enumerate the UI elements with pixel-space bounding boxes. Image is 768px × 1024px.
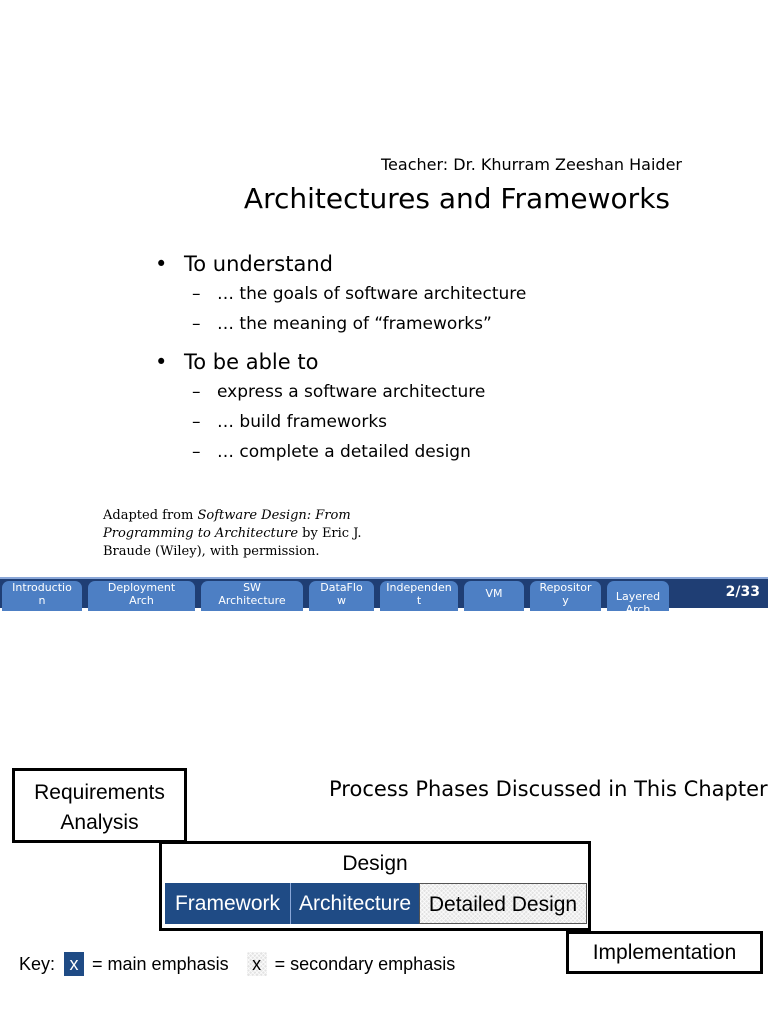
implementation-box: Implementation (566, 931, 763, 974)
bullet-dot: • (155, 252, 168, 276)
design-phases (165, 883, 587, 924)
teacher-line: Teacher: Dr. Khurram Zeeshan Haider (381, 155, 682, 174)
key-label: Key: (19, 953, 56, 974)
dash: – (192, 314, 201, 334)
dash: – (192, 412, 201, 432)
secondary-emphasis-text: = secondary emphasis (274, 953, 456, 974)
page-number: 2/33 (725, 584, 760, 600)
sub-bullet-text: … complete a detailed design (217, 442, 471, 462)
bullet-understand (155, 250, 715, 282)
chapter-title: Process Phases Discussed in This Chapter (329, 777, 768, 801)
sub-bullet-text: … build frameworks (217, 412, 388, 432)
sub-bullet (155, 312, 715, 342)
requirements-analysis-box: Requirements Analysis (12, 768, 187, 843)
bullet-dot: • (155, 350, 168, 374)
sub-bullet-text: express a software architecture (217, 382, 486, 402)
sub-bullet (155, 380, 715, 410)
nav-tab-deployment-arch[interactable]: Deployment Arch (88, 581, 195, 611)
main-emphasis-swatch: x (64, 952, 84, 976)
section-navbar (0, 577, 768, 616)
phase-architecture: Architecture (291, 883, 419, 924)
phase-detailed-design: Detailed Design (419, 883, 587, 924)
credit-book-title: Software Design: From Programming to Architecture (103, 508, 351, 541)
dash: – (192, 382, 201, 402)
objectives-list (155, 250, 715, 470)
slide-title: Architectures and Frameworks (243, 182, 670, 215)
source-credit (103, 507, 363, 561)
credit-prefix: Adapted from (103, 508, 198, 523)
nav-tab-layered-arch[interactable]: Layered Arch (607, 581, 669, 611)
dash: – (192, 284, 201, 304)
credit-suffix: by Eric J. Braude (Wiley), with permission. (103, 526, 362, 559)
sub-bullet (155, 282, 715, 312)
nav-tab-introduction[interactable]: Introductio n (2, 581, 82, 611)
bullet-text: To understand (184, 252, 333, 276)
sub-bullet-text: … the goals of software architecture (217, 284, 527, 304)
design-box (159, 841, 591, 931)
bullet-text: To be able to (184, 350, 319, 374)
nav-tab-dataflow[interactable]: DataFlo w (309, 581, 374, 611)
emphasis-key (19, 952, 455, 976)
sub-bullet-text: … the meaning of “frameworks” (217, 314, 492, 334)
sub-bullet (155, 410, 715, 440)
main-emphasis-text: = main emphasis (92, 953, 229, 974)
design-label: Design (342, 852, 408, 875)
secondary-emphasis-swatch: x (247, 952, 267, 976)
dash: – (192, 442, 201, 462)
bullet-able-to (155, 348, 715, 380)
nav-tab-independent[interactable]: Independen t (380, 581, 458, 611)
nav-tab-repository[interactable]: Repositor y (530, 581, 601, 611)
nav-tab-sw-architecture[interactable]: SW Architecture (201, 581, 303, 611)
nav-tab-vm[interactable]: VM (464, 581, 524, 611)
phase-framework: Framework (165, 883, 291, 924)
sub-bullet (155, 440, 715, 470)
